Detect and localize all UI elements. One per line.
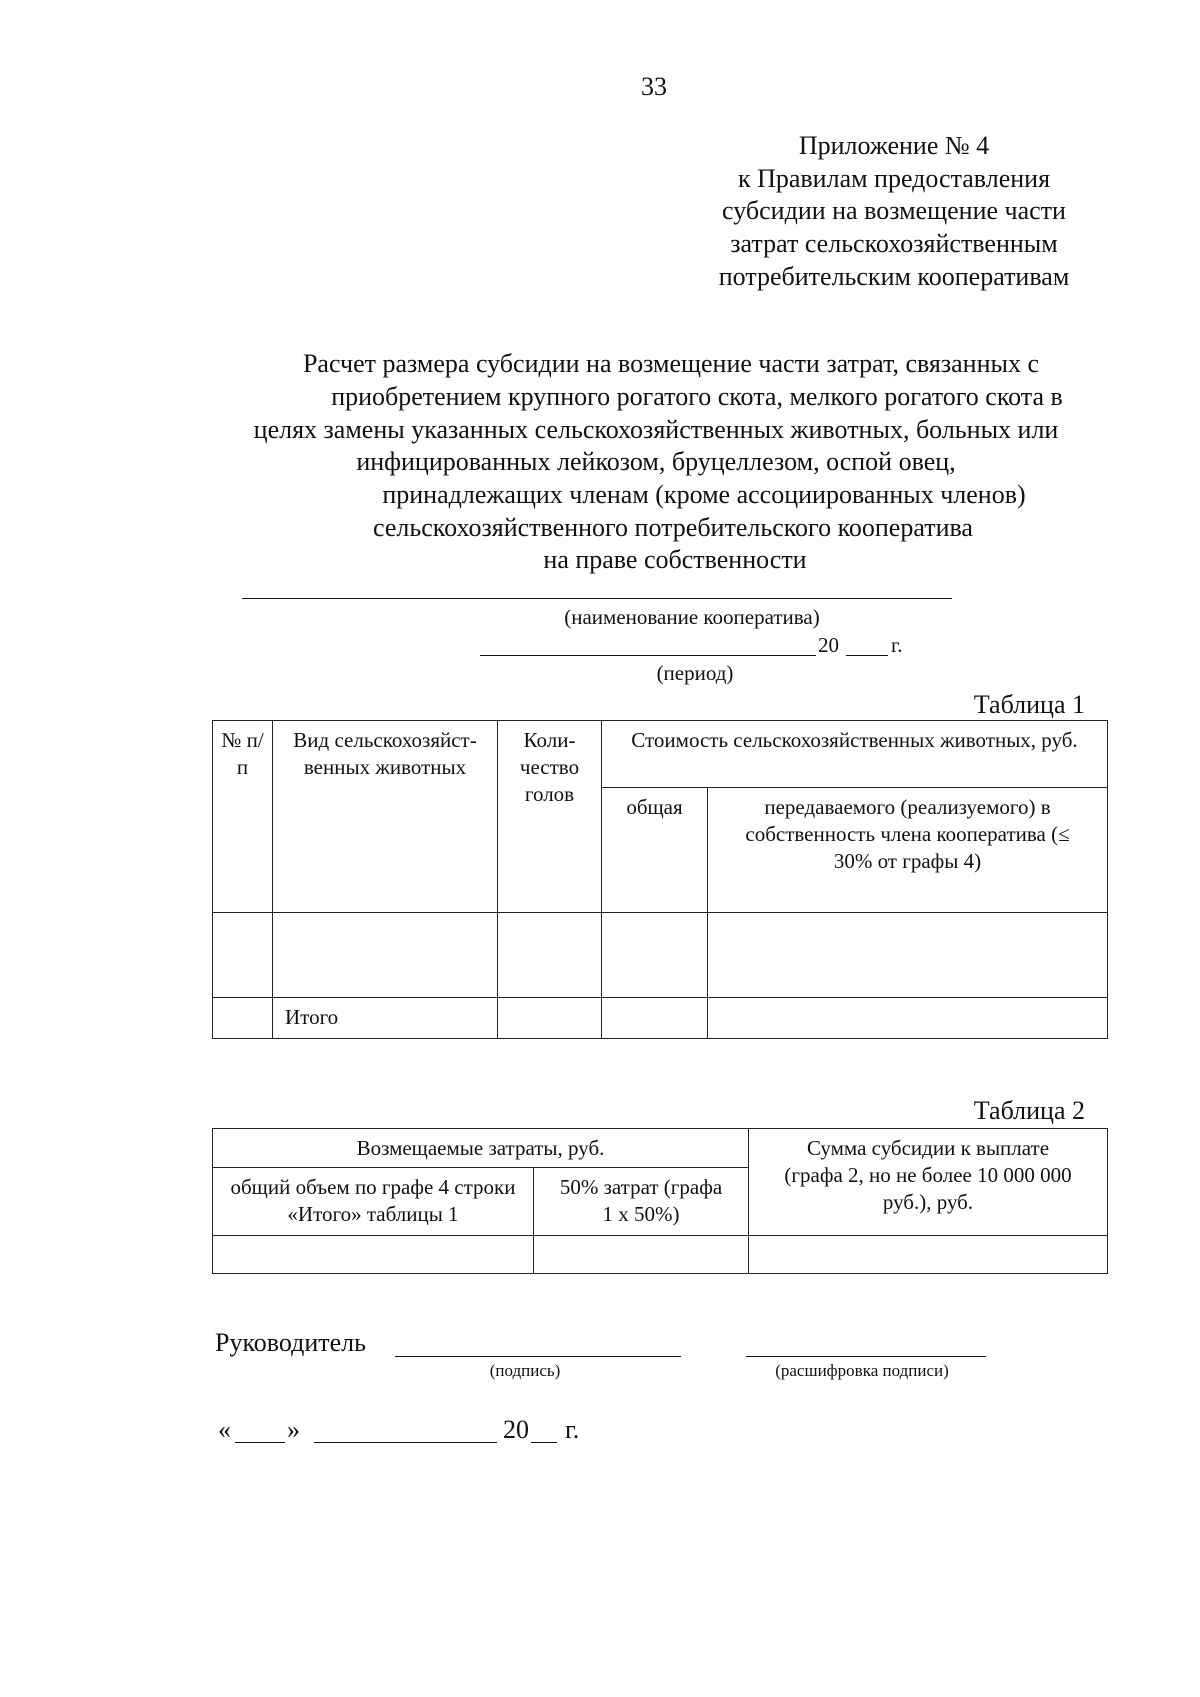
appendix-line: Приложение № 4 [798, 131, 990, 160]
title-line: приобретением крупного рогатого скота, мелкого рогатого скота в [331, 382, 1063, 411]
appendix-line: субсидии на возмещение части [722, 196, 1066, 225]
header-total-cost: общая [602, 788, 708, 913]
table2-caption: Таблица 2 [973, 1096, 1085, 1125]
cell[interactable] [213, 998, 273, 1039]
title-line: принадлежащих членам (кроме ассоциированных членов) [382, 480, 1026, 509]
cell[interactable] [708, 998, 1108, 1039]
date-month-line[interactable] [314, 1442, 497, 1443]
appendix-line: потребительским кооперативам [718, 262, 1070, 291]
header-cost: Стоимость сельскохозяйственных животных, руб. [602, 721, 1108, 788]
date-close-quote: » [287, 1415, 300, 1444]
appendix-line: к Правилам предоставления [737, 164, 1051, 193]
period-suffix: г. [891, 633, 903, 657]
header-head-count: Коли-чество голов [498, 721, 602, 913]
signature-label: (подпись) [489, 1361, 561, 1380]
date-suffix: г. [565, 1415, 580, 1444]
cell[interactable] [273, 913, 498, 998]
date-year: 20 [503, 1415, 529, 1444]
period-label: (период) [656, 661, 734, 685]
table-2 [212, 1128, 1108, 1274]
header-total-volume: общий объем по графе 4 строки «Итого» таблицы 1 [213, 1168, 534, 1236]
cell[interactable] [749, 1236, 1108, 1274]
appendix-line: затрат сельскохозяйственным [730, 229, 1058, 258]
header-transferred-cost: передаваемого (реализуемого) в собственность члена кооператива (≤ 30% от графы 4) [708, 788, 1108, 913]
period-year: 20 [818, 633, 839, 657]
head-label: Руководитель [215, 1328, 366, 1357]
date-year-line[interactable] [531, 1442, 557, 1443]
header-subsidy-sum: Сумма субсидии к выплате (графа 2, но не более 10 000 000 руб.), руб. [749, 1129, 1108, 1236]
cell[interactable] [602, 913, 708, 998]
signature-decode-label: (расшифровка подписи) [775, 1361, 949, 1380]
cell[interactable] [534, 1236, 749, 1274]
period-year-line[interactable] [846, 655, 888, 656]
coop-name-label: (наименование кооператива) [564, 605, 820, 629]
date-open-quote: « [218, 1415, 231, 1444]
period-line[interactable] [480, 655, 816, 656]
cell[interactable] [708, 913, 1108, 998]
header-50-percent: 50% затрат (графа 1 х 50%) [534, 1168, 749, 1236]
title-line: на праве собственности [543, 545, 807, 574]
title-line: целях замены указанных сельскохозяйственных животных, больных или [253, 415, 1059, 444]
cell[interactable] [498, 913, 602, 998]
cell[interactable] [498, 998, 602, 1039]
title-line: Расчет размера субсидии на возмещение части затрат, связанных с [302, 349, 1040, 378]
cell[interactable] [602, 998, 708, 1039]
page-number: 33 [641, 72, 667, 101]
signature-line[interactable] [395, 1356, 681, 1357]
header-reimbursed-costs: Возмещаемые затраты, руб. [213, 1129, 749, 1168]
title-line: инфицированных лейкозом, бруцеллезом, оспой овец, [356, 447, 956, 476]
title-line: сельскохозяйственного потребительского кооператива [373, 513, 973, 542]
cell[interactable] [213, 913, 273, 998]
signature-decode-line[interactable] [746, 1356, 986, 1357]
table1-caption: Таблица 1 [973, 690, 1085, 719]
header-animal-type: Вид сельскохозяйст-венных животных [273, 721, 498, 913]
total-row-label: Итого [273, 998, 498, 1039]
coop-name-line[interactable] [242, 598, 952, 599]
header-num: № п/п [213, 721, 273, 913]
cell[interactable] [213, 1236, 534, 1274]
table-1 [212, 720, 1108, 1039]
date-day-line[interactable] [235, 1442, 285, 1443]
